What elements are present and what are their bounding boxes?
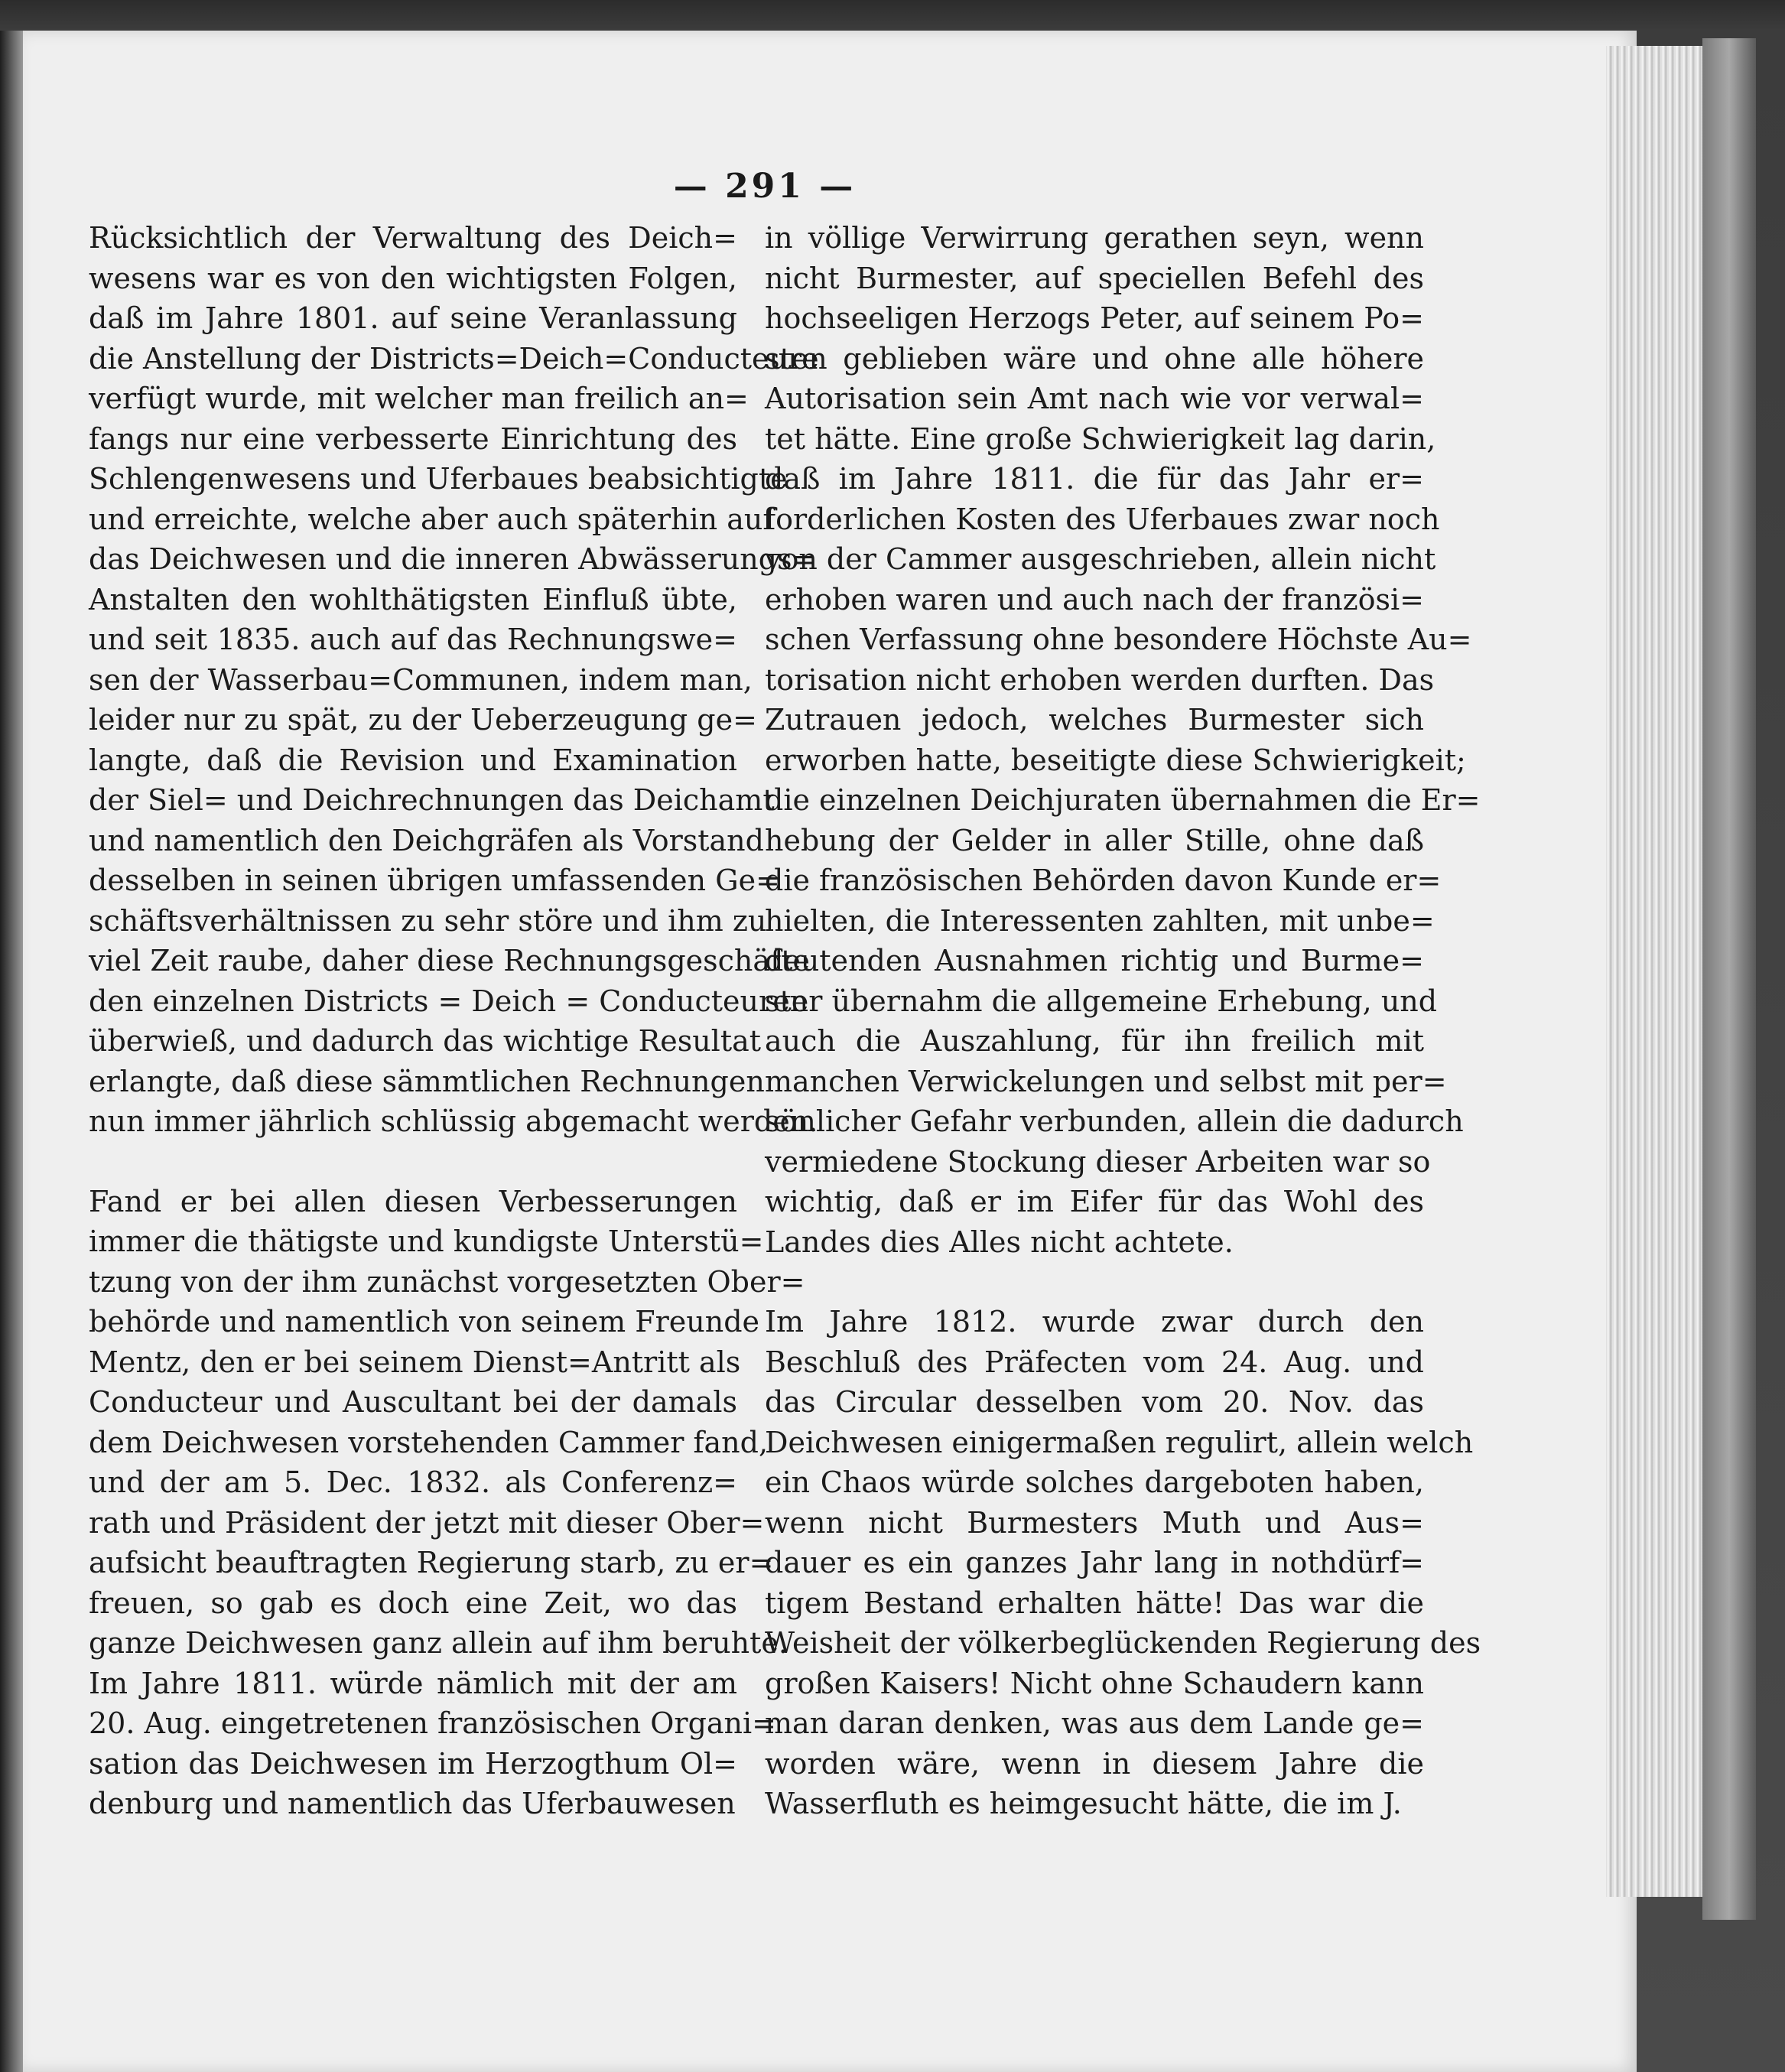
text-line: schäftsverhältnissen zu sehr störe und ihm zu <box>89 903 767 938</box>
text-line: Schlengenwesens und Uferbaues beabsichtigte <box>89 462 788 496</box>
left-text-column <box>89 218 819 1824</box>
text-line: die Anstellung der Districts=Deich=Conducteure <box>89 341 819 376</box>
text-line: Conducteur und Auscultant bei der damals <box>89 1385 737 1419</box>
text-line: Landes dies Alles nicht achtete. <box>765 1225 1234 1259</box>
text-line: tigem Bestand erhalten hätte! Das war die <box>765 1586 1424 1620</box>
left-paragraph-2 <box>89 1182 805 1824</box>
paragraph-gap <box>89 1142 737 1182</box>
text-line: daß im Jahre 1801. auf seine Veranlassung <box>89 301 737 335</box>
text-line: Beschluß des Präfecten vom 24. Aug. und <box>765 1345 1424 1379</box>
text-line: Anstalten den wohlthätigsten Einfluß übte, <box>89 582 737 616</box>
text-line: das Circular desselben vom 20. Nov. das <box>765 1385 1424 1419</box>
text-line: verfügt wurde, mit welcher man freilich an= <box>89 382 749 415</box>
text-line: Im Jahre 1811. würde nämlich mit der am <box>89 1666 737 1700</box>
text-line: langte, daß die Revision und Examination <box>89 743 737 777</box>
text-line: immer die thätigste und kundigste Unterstü= <box>89 1225 764 1258</box>
text-line: erlangte, daß diese sämmtlichen Rechnungen <box>89 1064 765 1098</box>
text-line: Mentz, den er bei seinem Dienst=Antritt als <box>89 1345 741 1379</box>
text-line: aufsicht beauftragten Regierung starb, zu er= <box>89 1546 774 1579</box>
text-line: hochseeligen Herzogs Peter, auf seinem Po= <box>765 301 1424 335</box>
text-line: leider nur zu spät, zu der Ueberzeugung ge= <box>89 703 757 737</box>
text-line: hielten, die Interessenten zahlten, mit unbe= <box>765 903 1435 938</box>
text-line: und erreichte, welche aber auch späterhin auf <box>89 502 774 536</box>
text-line: sten geblieben wäre und ohne alle höhere <box>765 341 1424 376</box>
text-line: vermiedene Stockung dieser Arbeiten war so <box>765 1144 1431 1179</box>
text-line: sen der Wasserbau=Communen, indem man, <box>89 662 753 697</box>
text-line: Wasserfluth es heimgesucht hätte, die im J. <box>765 1787 1402 1820</box>
text-line: Autorisation sein Amt nach wie vor verwal= <box>765 382 1424 415</box>
right-text-column <box>765 218 1481 1824</box>
text-line: Rücksichtlich der Verwaltung des Deich= <box>89 221 737 255</box>
text-line: erhoben waren und auch nach der französi= <box>765 582 1424 616</box>
text-line: auch die Auszahlung, für ihn freilich mit <box>765 1024 1424 1058</box>
text-line: nun immer jährlich schlüssig abgemacht werden. <box>89 1104 818 1138</box>
text-line: ein Chaos würde solches dargeboten haben, <box>765 1465 1424 1499</box>
page-edges-stack <box>1606 46 1710 1897</box>
text-line: dauer es ein ganzes Jahr lang in nothdürf= <box>765 1546 1424 1579</box>
text-line: das Deichwesen und die inneren Abwässerungs= <box>89 542 817 576</box>
text-line: schen Verfassung ohne besondere Höchste Au= <box>765 623 1472 656</box>
text-line: manchen Verwickelungen und selbst mit per= <box>765 1064 1447 1098</box>
text-line: daß im Jahre 1811. die für das Jahr er= <box>765 462 1424 496</box>
text-line: fangs nur eine verbesserte Einrichtung des <box>89 421 737 456</box>
facing-page-edge <box>0 31 23 2072</box>
text-line: Deichwesen einigermaßen regulirt, allein welch <box>765 1425 1474 1459</box>
text-line: der Siel= und Deichrechnungen das Deichamt <box>89 783 775 817</box>
text-line: und seit 1835. auch auf das Rechnungswe= <box>89 623 737 656</box>
text-line: von der Cammer ausgeschrieben, allein nicht <box>765 542 1436 576</box>
text-line: die französischen Behörden davon Kunde er= <box>765 864 1442 897</box>
text-line: wichtig, daß er im Eifer für das Wohl des <box>765 1185 1424 1218</box>
text-line: Weisheit der völkerbeglückenden Regierung des <box>765 1626 1481 1660</box>
text-line: viel Zeit raube, daher diese Rechnungsgeschäfte <box>89 944 810 977</box>
text-line: den einzelnen Districts = Deich = Conducteuren <box>89 984 809 1018</box>
text-line: tzung von der ihm zunächst vorgesetzten Ober= <box>89 1264 805 1299</box>
text-line: freuen, so gab es doch eine Zeit, wo das <box>89 1586 737 1620</box>
text-line: wenn nicht Burmesters Muth und Aus= <box>765 1505 1424 1540</box>
text-line: forderlichen Kosten des Uferbaues zwar noch <box>765 502 1440 536</box>
text-line: sation das Deichwesen im Herzogthum Ol= <box>89 1746 737 1781</box>
text-line: denburg und namentlich das Uferbauwesen <box>89 1787 736 1820</box>
text-line: sönlicher Gefahr verbunden, allein die dadurch <box>765 1104 1464 1138</box>
text-line: Zutrauen jedoch, welches Burmester sich <box>765 703 1424 737</box>
text-line: hebung der Gelder in aller Stille, ohne daß <box>765 823 1424 857</box>
text-line: tet hätte. Eine große Schwierigkeit lag darin, <box>765 421 1436 456</box>
text-line: behörde und namentlich von seinem Freunde <box>89 1305 760 1339</box>
text-line: wesens war es von den wichtigsten Folgen, <box>89 261 737 295</box>
page-number: — 291 — <box>673 167 857 206</box>
text-line: rath und Präsident der jetzt mit dieser Ober= <box>89 1505 765 1540</box>
text-line: und namentlich den Deichgräfen als Vorstand <box>89 823 764 857</box>
text-line: erworben hatte, beseitigte diese Schwierigkeit; <box>765 743 1466 777</box>
right-paragraph-2 <box>765 1302 1481 1824</box>
text-line: in völlige Verwirrung gerathen seyn, wenn <box>765 221 1424 255</box>
text-line: die einzelnen Deichjuraten übernahmen die Er= <box>765 783 1481 817</box>
text-line: worden wäre, wenn in diesem Jahre die <box>765 1746 1424 1781</box>
book-cover-edge <box>1702 38 1756 1920</box>
right-paragraph-1 <box>765 218 1481 1262</box>
text-line: überwieß, und dadurch das wichtige Resultat <box>89 1024 762 1058</box>
text-line: deutenden Ausnahmen richtig und Burme= <box>765 944 1424 977</box>
text-line: großen Kaisers! Nicht ohne Schaudern kann <box>765 1666 1424 1700</box>
left-paragraph-1 <box>89 218 819 1142</box>
text-line: ganze Deichwesen ganz allein auf ihm beruhte. <box>89 1626 788 1660</box>
text-line: man daran denken, was aus dem Lande ge= <box>765 1706 1424 1740</box>
text-line: dem Deichwesen vorstehenden Cammer fand, <box>89 1425 769 1459</box>
text-line: Fand er bei allen diesen Verbesserungen <box>89 1184 737 1218</box>
text-line: und der am 5. Dec. 1832. als Conferenz= <box>89 1465 737 1499</box>
paragraph-gap <box>765 1262 1424 1302</box>
text-line: 20. Aug. eingetretenen französischen Organi= <box>89 1706 777 1740</box>
text-line: desselben in seinen übrigen umfassenden Ge= <box>89 864 780 897</box>
text-line: Im Jahre 1812. wurde zwar durch den <box>765 1305 1424 1339</box>
text-line: nicht Burmester, auf speciellen Befehl des <box>765 261 1424 295</box>
text-line: ster übernahm die allgemeine Erhebung, und <box>765 984 1438 1018</box>
text-line: torisation nicht erhoben werden durften. Das <box>765 662 1435 697</box>
